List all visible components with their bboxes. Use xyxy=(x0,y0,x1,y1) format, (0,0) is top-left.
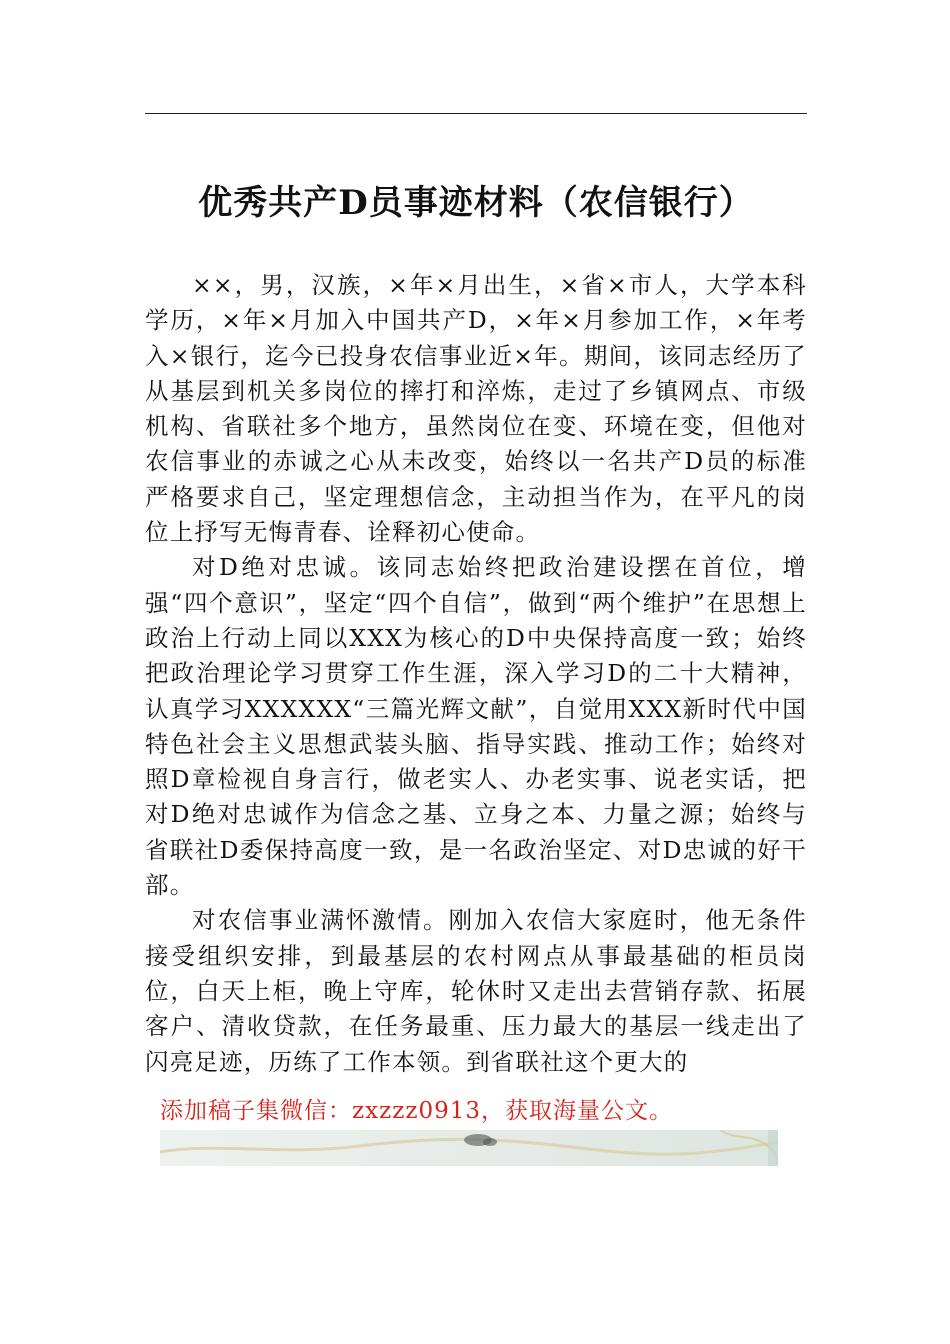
document-title: 优秀共产D员事迹材料（农信银行） xyxy=(198,183,754,223)
paragraph-intro: ××，男，汉族，×年×月出生，×省×市人，大学本科学历，×年×月加入中国共产D，×年×月参加工作，×年考入×银行，迄今已投身农信事业近×年。期间，该同志经历了从基层到机关多岗位的摔打和淬炼，走过了乡镇网点、市级机构、省联社多个地方，虽然岗位在变、环境在变，但他对农信事业的赤诚之心从未改变，始终以一名共产D员的标准严格要求自己，坚定理想信念，主动担当作为，在平凡的岗位上抒写无悔青春、诠释初心使命。 xyxy=(145,271,807,547)
decorative-banner-image xyxy=(160,1130,778,1166)
document-body xyxy=(145,268,807,1080)
paragraph-loyalty: 对D绝对忠诚。该同志始终把政治建设摆在首位，增强“四个意识”，坚定“四个自信”，做到“两个维护”在思想上政治上行动上同以XXX为核心的D中央保持高度一致；始终把政治理论学习贯穿工作生涯，深入学习D的二十大精神，认真学习XXXXXX“三篇光辉文献”，自觉用XXX新时代中国特色社会主义思想武装头脑、指导实践、推动工作；始终对照D章检视自身言行，做老实人、办老实事、说老实话，把对D绝对忠诚作为信念之基、立身之本、力量之源；始终与省联社D委保持高度一致，是一名政治坚定、对D忠诚的好干部。 xyxy=(145,553,807,900)
promo-note: 添加稿子集微信：zxzzz0913，获取海量公文。 xyxy=(160,1098,673,1124)
header-rule xyxy=(145,113,807,114)
paragraph-passion: 对农信事业满怀激情。刚加入农信大家庭时，他无条件接受组织安排，到最基层的农村网点从事最基础的柜员岗位，白天上柜，晚上守库，轮休时又走出去营销存款、拓展客户、清收贷款，在任务最重、压力最大的基层一线走出了闪亮足迹，历练了工作本领。到省联社这个更大的 xyxy=(145,906,807,1076)
